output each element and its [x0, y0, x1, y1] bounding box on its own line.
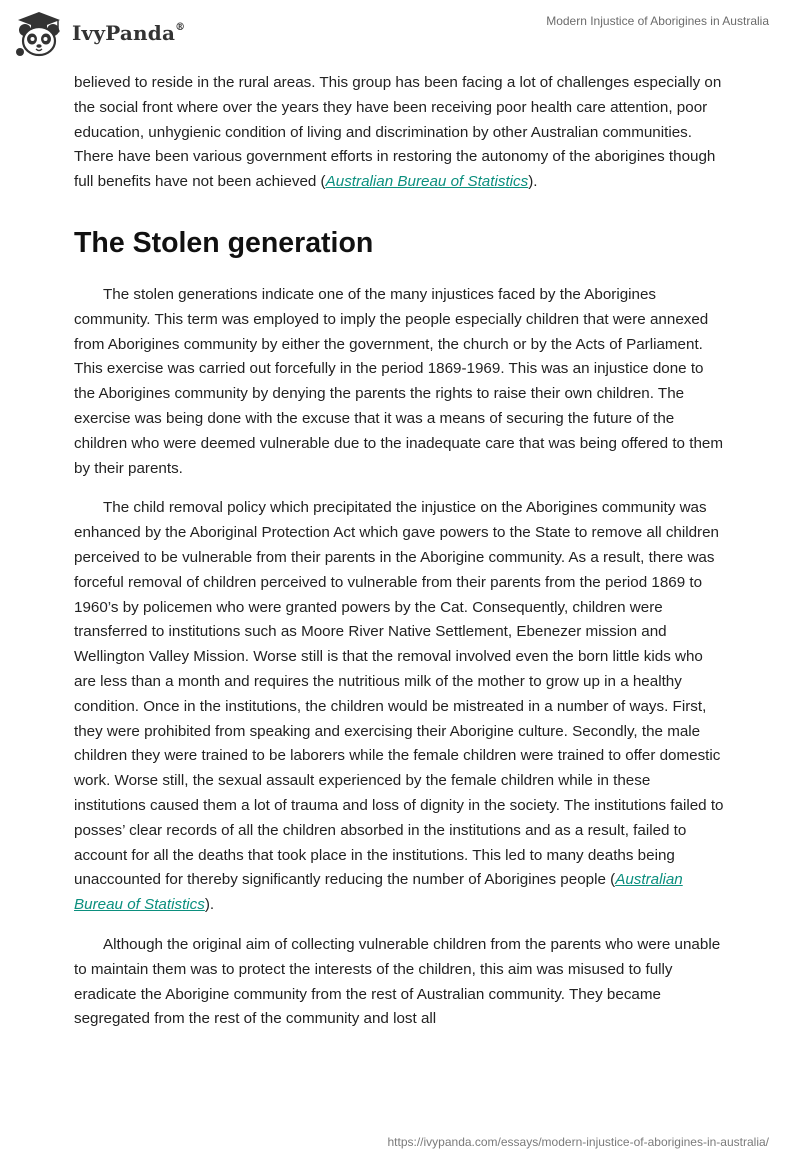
brand-name[interactable]: IvyPanda® — [72, 21, 186, 45]
paragraph-stolen-generations: The stolen generations indicate one of the many injustices faced by the Aborigines community. This term was employed to imply the people especially children that were annexed from Aborigines community by either the government, the church or by the Acts of Parliament. This exercise was carried out forcefully in the period 1869-1969. This was an injustice done to the Aborigines community by denying the parents the rights to raise their own children. The exercise was being done with the excuse that it was a means of securing the future of the children who were deemed vulnerable due to the inadequate care that was being offered to them by their parents. — [74, 285, 723, 477]
registered-mark: ® — [175, 22, 186, 34]
panda-logo-icon[interactable] — [14, 10, 64, 60]
paragraph-intro-continued: believed to reside in the rural areas. This group has been facing a lot of challenges especially on the social front where over the years they have been receiving poor health care attention, poor education, unhygienic condition of living and discrimination by other Australian communities. There have been various government efforts in restoring the autonomy of the aborigines though full benefits have not been achieved (Australian Bureau of Statistics). — [74, 74, 722, 191]
section-heading: The Stolen generation — [74, 226, 374, 259]
page-header — [0, 0, 800, 64]
citation-link[interactable]: Australian Bureau of Statistics — [325, 173, 529, 191]
paragraph-child-removal-policy: The child removal policy which precipitated the injustice on the Aborigines community was enhanced by the Aboriginal Protection Act which gave powers to the State to remove all children perceived to be vulnerable from their parents in the Aborigine community. As a result, there was forceful removal of children perceived to vulnerable from their parents from the period 1869 to 1960’s by policemen who were granted powers by the Cat. Consequently, children were transferred to institutions such as Moore River Native Settlement, Ebenezer mission and Wellington Valley Mission. Worse still is that the removal involved even the born little kids who are less than a month and requires the nutritious milk of the mother to grow up in a healthy condition. Once in the institutions, the children would be mistreated in a number of ways. First, they were prohibited from speaking and exercising their Aborigine culture. Secondly, the male children they were trained to be laborers while the female children were trained to offer domestic work. Worse still, the sexual assault experienced by the female children while in these institutions caused them a lot of trauma and loss of dignity in the society. The institutions failed to posses’ clear records of all the children absorbed in the institutions and as a result, failed to account for all the deaths that took place in the institutions. This led to many deaths being unaccounted for thereby significantly reducing the number of Aborigines people (Australian Bureau of Statistics). — [74, 499, 724, 914]
article-body — [74, 71, 726, 1032]
paragraph-original-aim: Although the original aim of collecting vulnerable children from the parents who were unable to maintain them was to protect the interests of the children, this aim was misused to fully eradicate the Aborigine community from the rest of Australian community. They became segregated from the rest of the community and lost all — [74, 935, 721, 1028]
document-title: Modern Injustice of Aborigines in Australia — [546, 14, 769, 28]
citation-link[interactable]: Australian Bureau of Statistics — [74, 871, 683, 914]
source-url[interactable]: https://ivypanda.com/essays/modern-injustice-of-aborigines-in-australia/ — [387, 1135, 769, 1149]
